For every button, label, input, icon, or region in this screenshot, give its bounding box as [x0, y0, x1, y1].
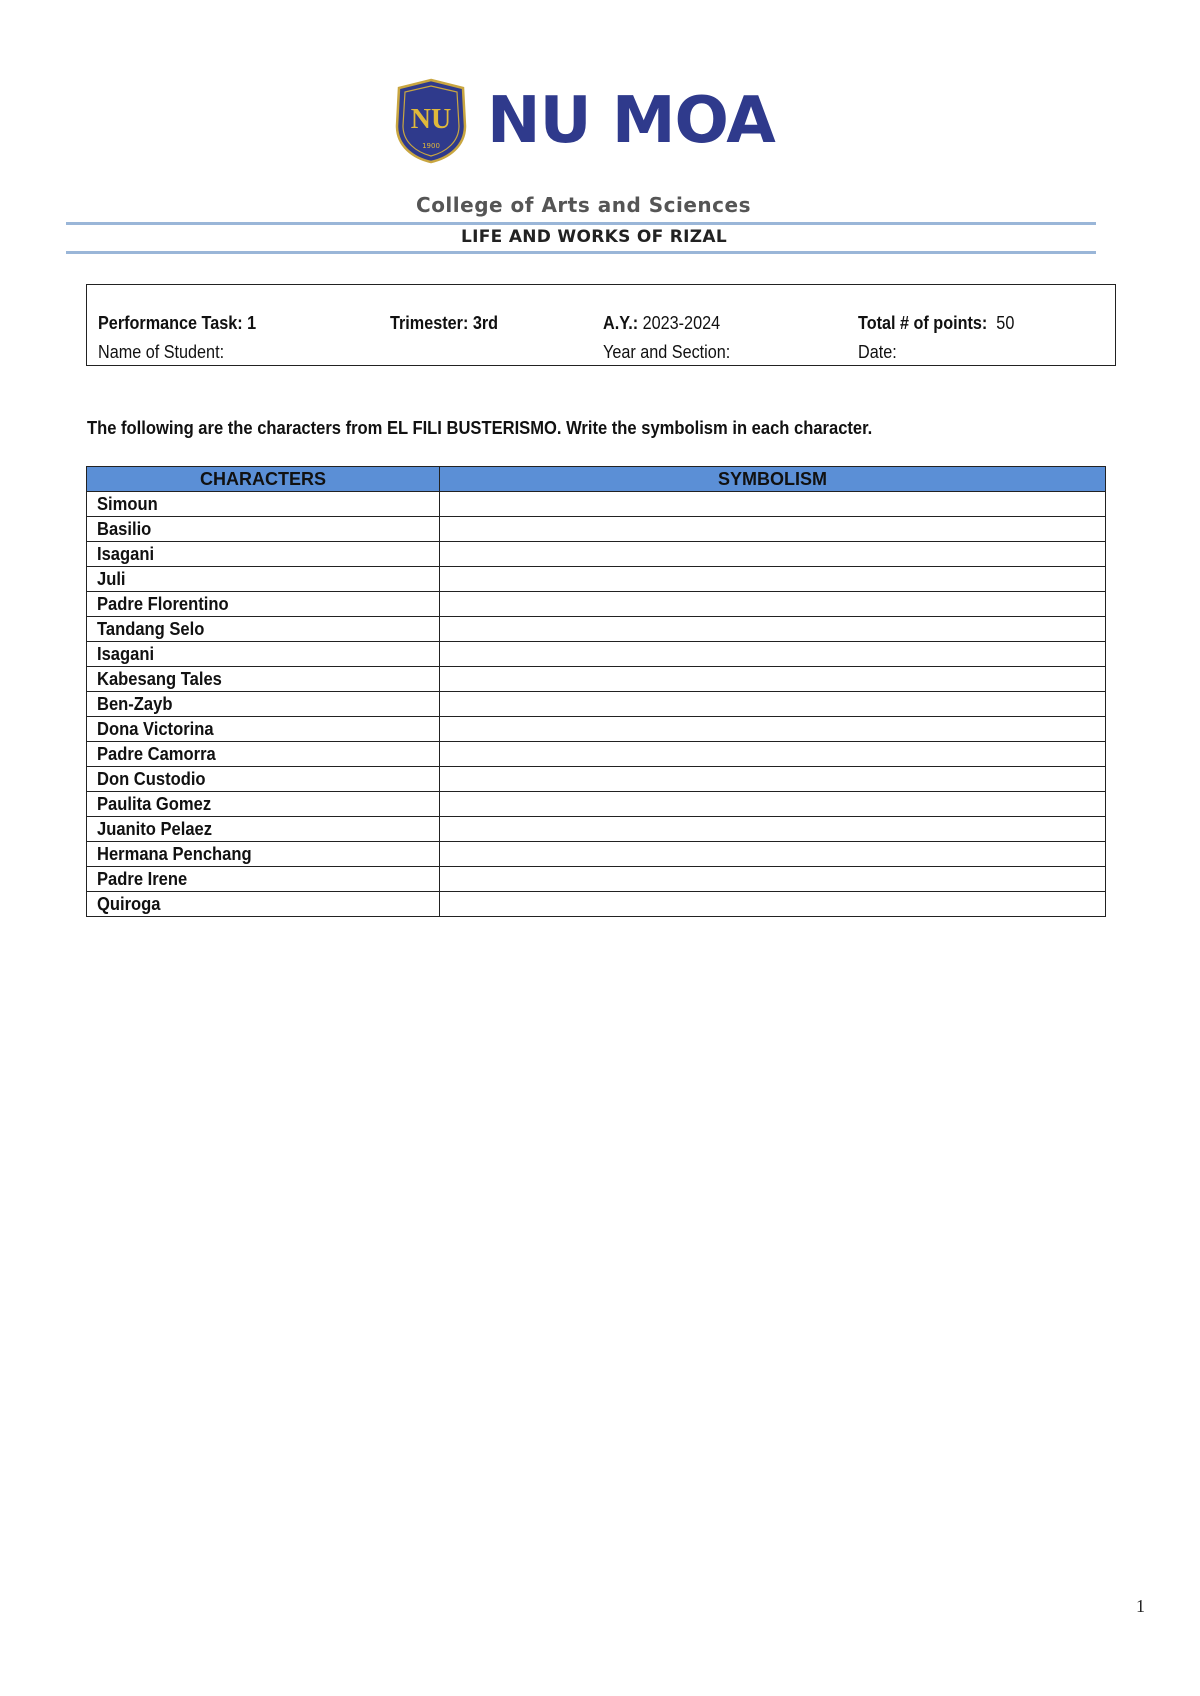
character-cell — [87, 892, 440, 917]
character-cell — [87, 617, 440, 642]
character-cell — [87, 767, 440, 792]
table-row — [87, 542, 1106, 567]
character-name: Ben-Zayb — [97, 693, 173, 714]
table-row — [87, 517, 1106, 542]
character-cell — [87, 692, 440, 717]
trimester-label: Trimester: 3rd — [390, 313, 499, 333]
table-row — [87, 767, 1106, 792]
character-name: Quiroga — [97, 893, 161, 914]
table-row — [87, 567, 1106, 592]
character-name: Isagani — [97, 543, 155, 564]
school-logo — [393, 78, 775, 164]
character-cell — [87, 517, 440, 542]
character-cell — [87, 567, 440, 592]
table-row — [87, 842, 1106, 867]
character-cell — [87, 842, 440, 867]
symbolism-table — [86, 466, 1106, 917]
symbolism-cell[interactable] — [440, 617, 1106, 642]
character-cell — [87, 542, 440, 567]
table-header-row — [87, 467, 1106, 492]
character-name: Juanito Pelaez — [97, 818, 213, 839]
header-divider-bottom — [66, 251, 1096, 254]
task-info-box — [86, 284, 1116, 366]
symbolism-cell[interactable] — [440, 542, 1106, 567]
character-cell — [87, 592, 440, 617]
symbolism-cell[interactable] — [440, 567, 1106, 592]
crest-letters: NU — [410, 104, 452, 135]
symbolism-cell[interactable] — [440, 642, 1106, 667]
page-number: 1 — [1136, 1596, 1145, 1616]
points-value: 50 — [996, 313, 1015, 333]
ay-label: A.Y.: — [603, 313, 639, 333]
character-cell — [87, 667, 440, 692]
character-name: Padre Florentino — [97, 593, 229, 614]
table-row — [87, 867, 1106, 892]
character-cell — [87, 642, 440, 667]
instruction-text: The following are the characters from EL FILI BUSTERISMO. Write the symbolism in each character. — [87, 418, 873, 438]
table-row — [87, 692, 1106, 717]
symbolism-cell[interactable] — [440, 667, 1106, 692]
character-cell — [87, 492, 440, 517]
symbolism-cell[interactable] — [440, 592, 1106, 617]
symbolism-cell[interactable] — [440, 742, 1106, 767]
character-name: Simoun — [97, 493, 158, 514]
symbolism-cell[interactable] — [440, 817, 1106, 842]
table-row — [87, 492, 1106, 517]
table-row — [87, 717, 1106, 742]
header-divider-top — [66, 222, 1096, 225]
date-field[interactable]: Date: — [858, 342, 897, 362]
symbolism-cell[interactable] — [440, 842, 1106, 867]
crest-year: 1900 — [422, 142, 440, 150]
character-name: Isagani — [97, 643, 155, 664]
character-name: Hermana Penchang — [97, 843, 252, 864]
character-name: Dona Victorina — [97, 718, 214, 739]
character-cell — [87, 867, 440, 892]
character-name: Tandang Selo — [97, 618, 205, 639]
symbolism-cell[interactable] — [440, 692, 1106, 717]
symbolism-cell[interactable] — [440, 767, 1106, 792]
student-name-field[interactable]: Name of Student: — [98, 342, 225, 362]
points-label: Total # of points: — [858, 313, 988, 333]
character-name: Basilio — [97, 518, 152, 539]
ay-value: 2023-2024 — [642, 313, 721, 333]
table-row — [87, 592, 1106, 617]
table-row — [87, 792, 1106, 817]
symbolism-cell[interactable] — [440, 517, 1106, 542]
symbolism-cell[interactable] — [440, 867, 1106, 892]
character-cell — [87, 742, 440, 767]
character-name: Juli — [97, 568, 126, 589]
year-section-field[interactable]: Year and Section: — [603, 342, 731, 362]
character-name: Padre Irene — [97, 868, 188, 889]
crest-icon — [393, 78, 469, 164]
academic-year — [603, 313, 720, 334]
character-name: Don Custodio — [97, 768, 206, 789]
symbolism-cell[interactable] — [440, 492, 1106, 517]
character-cell — [87, 817, 440, 842]
table-row — [87, 642, 1106, 667]
table-row — [87, 742, 1106, 767]
symbolism-cell[interactable] — [440, 717, 1106, 742]
table-row — [87, 667, 1106, 692]
logo-wordmark: NU MOA — [487, 84, 775, 158]
character-name: Paulita Gomez — [97, 793, 212, 814]
character-cell — [87, 792, 440, 817]
header-symbolism: SYMBOLISM — [440, 467, 1106, 492]
task-label: Performance Task: 1 — [98, 313, 257, 333]
table-row — [87, 617, 1106, 642]
character-name: Padre Camorra — [97, 743, 216, 764]
header-characters: CHARACTERS — [87, 467, 440, 492]
total-points — [858, 313, 1014, 334]
table-row — [87, 817, 1106, 842]
character-cell — [87, 717, 440, 742]
table-row — [87, 892, 1106, 917]
course-title: LIFE AND WORKS OF RIZAL — [461, 227, 727, 247]
symbolism-cell[interactable] — [440, 792, 1106, 817]
character-name: Kabesang Tales — [97, 668, 222, 689]
college-name: College of Arts and Sciences — [416, 193, 751, 217]
symbolism-cell[interactable] — [440, 892, 1106, 917]
